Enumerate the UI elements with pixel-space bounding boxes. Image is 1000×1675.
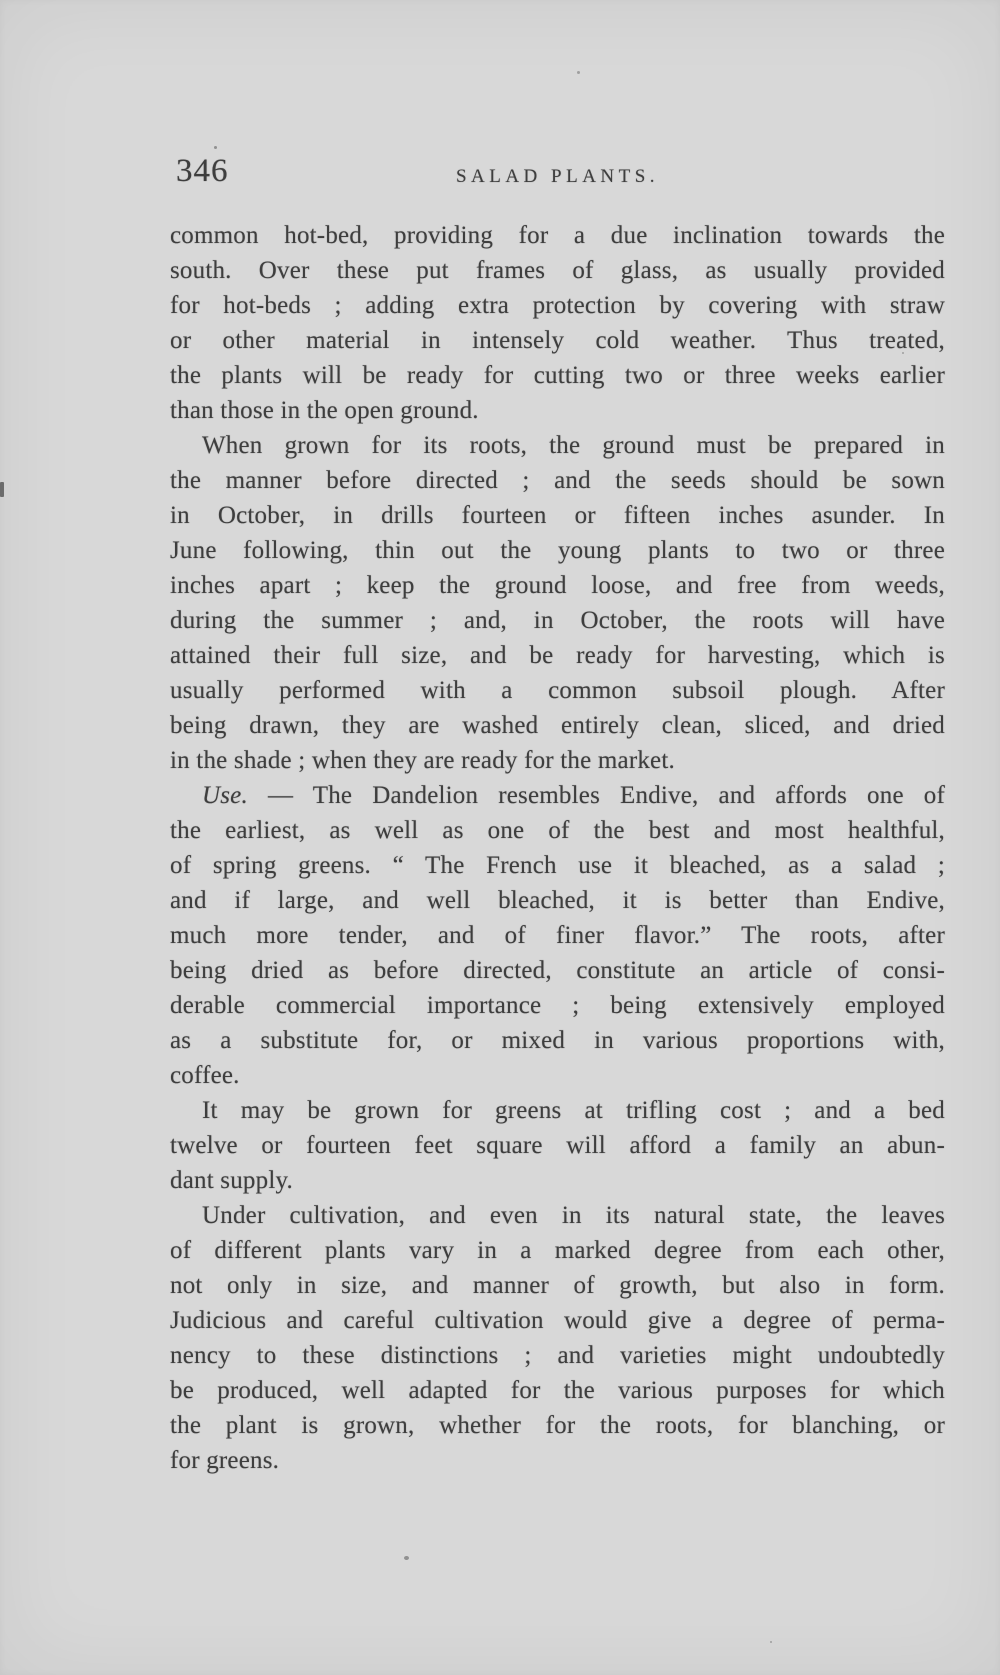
text-line: as a substitute for, or mixed in various proportions with, [170, 1027, 945, 1054]
text-line: of spring greens. “ The French use it bleached, as a salad ; [170, 852, 945, 879]
text-line: be produced, well adapted for the various purposes for which [170, 1377, 945, 1404]
text-line: coffee. [170, 1062, 240, 1089]
text-line: the manner before directed ; and the seeds should be sown [170, 467, 945, 494]
text-line: inches apart ; keep the ground loose, and free from weeds, [170, 572, 945, 599]
text-line: being dried as before directed, constitute an article of consi- [170, 957, 945, 984]
text-line: It may be grown for greens at trifling cost ; and a bed [202, 1097, 945, 1124]
text-line: Use. — The Dandelion resembles Endive, and affords one of [202, 782, 945, 809]
ink-speck [577, 71, 580, 74]
italic-lead: Use. [202, 782, 248, 809]
text-line: the plant is grown, whether for the roots, for blanching, or [170, 1412, 945, 1439]
text-line: of different plants vary in a marked degree from each other, [170, 1237, 945, 1264]
text-line: south. Over these put frames of glass, as usually provided [170, 257, 945, 284]
ink-speck [0, 482, 4, 497]
text-line: derable commercial importance ; being extensively employed [170, 992, 945, 1019]
text-line: for greens. [170, 1447, 280, 1474]
text-line: June following, thin out the young plants to two or three [170, 537, 945, 564]
text-line: Judicious and careful cultivation would give a degree of perma- [170, 1307, 945, 1334]
text-line: in the shade ; when they are ready for the market. [170, 747, 675, 774]
text-line: usually performed with a common subsoil plough. After [170, 677, 945, 704]
text-line: being drawn, they are washed entirely clean, sliced, and dried [170, 712, 945, 739]
text-line: attained their full size, and be ready for harvesting, which is [170, 642, 945, 669]
page-body [170, 218, 945, 1478]
text-line: twelve or fourteen feet square will afford a family an abun- [170, 1132, 945, 1159]
text-line: not only in size, and manner of growth, but also in form. [170, 1272, 945, 1299]
running-head: SALAD PLANTS. [455, 166, 660, 187]
text-line: and if large, and well bleached, it is better than Endive, [170, 887, 945, 914]
text-line: When grown for its roots, the ground must be prepared in [202, 432, 945, 459]
text-line: for hot-beds ; adding extra protection by covering with straw [170, 292, 945, 319]
ink-speck [404, 1556, 409, 1560]
ink-speck [770, 1641, 772, 1643]
text-line: much more tender, and of finer flavor.” The roots, after [170, 922, 945, 949]
text-line: Under cultivation, and even in its natural state, the leaves [202, 1202, 945, 1229]
text-line: than those in the open ground. [170, 397, 479, 424]
text-line: in October, in drills fourteen or fifteen inches asunder. In [170, 502, 945, 529]
text-line: nency to these distinctions ; and varieties might undoubtedly [170, 1342, 945, 1369]
ink-speck [214, 146, 217, 149]
text-line: dant supply. [170, 1167, 293, 1194]
text-line: common hot-bed, providing for a due inclination towards the [170, 222, 945, 249]
text-line: the plants will be ready for cutting two or three weeks earlier [170, 362, 945, 389]
text-line: during the summer ; and, in October, the roots will have [170, 607, 945, 634]
page-number: 346 [176, 153, 229, 189]
text-line: the earliest, as well as one of the best and most healthful, [170, 817, 945, 844]
text-line: or other material in intensely cold weather. Thus treated, [170, 327, 945, 354]
ink-speck [902, 352, 904, 354]
